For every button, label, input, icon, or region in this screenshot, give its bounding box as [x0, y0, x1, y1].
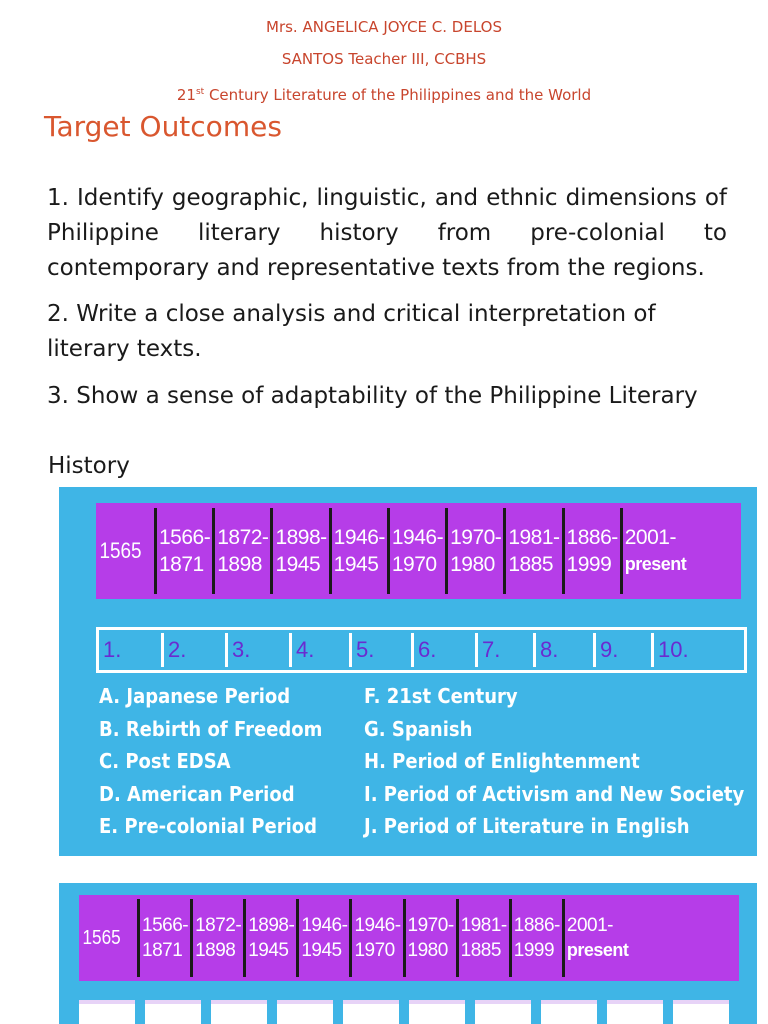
range-start: 2001-	[624, 525, 676, 549]
answer-slot	[99, 630, 161, 670]
answer-number: 2.	[168, 637, 187, 662]
timeline-bar	[79, 895, 739, 981]
answer-number: 10.	[658, 637, 689, 662]
timeline-answer-panel	[59, 883, 757, 1024]
answer-number: 5.	[356, 637, 375, 662]
timeline-range	[445, 508, 503, 594]
range-start: 1566-	[142, 914, 189, 936]
range-end: 1945	[301, 939, 342, 961]
answer-choice: E. Pre-colonial Period	[99, 814, 317, 838]
answer-choice: D. American Period	[99, 781, 295, 806]
answer-number: 1.	[103, 637, 122, 662]
range-end: 1980	[450, 552, 495, 576]
answer-number: 9.	[600, 637, 619, 662]
range-start: 2001-	[566, 914, 613, 936]
timeline-range	[509, 899, 562, 976]
outcome-1: 1. Identify geographic, linguistic, and ethnic dimensions of Philippine literary history from pre-colonial to contemporary and representative texts from the regions.	[47, 185, 727, 281]
range-start: 1970-	[407, 914, 454, 936]
answer-letter-box	[475, 1000, 531, 1024]
course-title	[0, 86, 768, 104]
answer-letter-box	[145, 1000, 201, 1024]
answer-slot	[161, 630, 225, 670]
range-start: 1886-	[566, 525, 618, 549]
range-start: 1898-	[275, 525, 327, 549]
outcome-2: 2. Write a close analysis and critical interpretation of literary texts.	[47, 301, 656, 362]
answer-number: 4.	[296, 637, 315, 662]
answer-slot	[533, 630, 593, 670]
answer-slot	[593, 630, 651, 670]
range-end: 1970	[391, 552, 437, 576]
answer-slot	[289, 630, 349, 670]
range-start: 1946-	[333, 525, 385, 549]
answer-choices-left	[99, 680, 347, 843]
answer-number: 3.	[232, 637, 251, 662]
timeline-range	[387, 508, 445, 594]
course-title-rest: Century Literature of the Philippines and the World	[204, 86, 592, 104]
timeline-range	[154, 508, 212, 594]
range-start: 1981-	[508, 525, 560, 549]
timeline-bar	[96, 503, 741, 599]
timeline-range	[403, 899, 456, 976]
range-end: 1945	[248, 939, 289, 961]
answer-choice: C. Post EDSA	[99, 749, 231, 773]
answer-letter-box	[79, 1000, 135, 1024]
timeline-range	[329, 508, 387, 594]
range-end: present	[566, 939, 629, 960]
answer-choice: F. 21st Century	[364, 684, 518, 708]
answer-letter-box	[277, 1000, 333, 1024]
range-end: 1945	[333, 552, 379, 576]
timeline-range	[296, 899, 349, 976]
range-end: 1970	[354, 939, 395, 961]
answer-letter-box	[673, 1000, 729, 1024]
range-start: 1946-	[354, 914, 401, 936]
range-end: 1898	[217, 552, 262, 576]
range-end: 1999	[513, 939, 555, 961]
answer-letter-box	[607, 1000, 663, 1024]
course-title-sup: st	[195, 87, 205, 97]
range-end: present	[624, 553, 687, 574]
answer-number: 6.	[418, 637, 437, 662]
answer-choice: B. Rebirth of Freedom	[99, 716, 323, 741]
range-end: 1871	[159, 552, 204, 576]
answer-choice: H. Period of Enlightenment	[364, 749, 640, 773]
answer-letter-box	[211, 1000, 267, 1024]
timeline-range	[503, 508, 561, 594]
range-start: 1946-	[391, 525, 444, 549]
range-start: 1886-	[513, 914, 560, 936]
answer-number-row	[96, 627, 747, 673]
range-end: 1871	[142, 939, 183, 961]
range-start: 1872-	[217, 525, 269, 549]
range-end: 1980	[407, 939, 448, 961]
timeline-activity-panel	[59, 487, 757, 856]
timeline-range	[190, 899, 243, 976]
answer-slot	[475, 630, 533, 670]
timeline-range	[562, 899, 631, 976]
range-end: 1999	[566, 552, 612, 576]
author-position: SANTOS Teacher III, CCBHS	[281, 50, 487, 68]
answer-letter-box	[343, 1000, 399, 1024]
answer-letter-row	[79, 1000, 739, 1024]
timeline-first-year: 1565	[99, 538, 142, 563]
range-end: 1945	[275, 552, 321, 576]
page-title: Target Outcomes	[44, 110, 282, 143]
timeline-range	[270, 508, 328, 594]
range-end: 1898	[195, 939, 236, 961]
timeline-range	[620, 508, 689, 594]
answer-slot	[651, 630, 715, 670]
answer-slot	[225, 630, 289, 670]
answer-number: 8.	[540, 637, 559, 662]
answer-slot	[411, 630, 475, 670]
answer-choices-right	[364, 680, 757, 843]
range-start: 1981-	[460, 914, 507, 936]
answer-choice: G. Spanish	[364, 716, 473, 741]
answer-choice: I. Period of Activism and New Society	[364, 781, 745, 806]
timeline-range	[456, 899, 509, 976]
timeline-range	[137, 899, 190, 976]
range-start: 1970-	[450, 525, 502, 549]
range-start: 1872-	[195, 914, 242, 936]
answer-letter-box	[409, 1000, 465, 1024]
answer-number: 7.	[482, 637, 501, 662]
range-end: 1885	[460, 939, 501, 961]
range-start: 1946-	[301, 914, 348, 936]
timeline-range	[212, 508, 270, 594]
timeline-range	[243, 899, 296, 976]
answer-choice: A. Japanese Period	[99, 684, 291, 708]
range-end: 1885	[508, 552, 554, 576]
answer-letter-box	[541, 1000, 597, 1024]
answer-choice: J. Period of Literature in English	[364, 814, 690, 838]
outcome-3-continued: History	[48, 453, 130, 479]
answer-slot	[349, 630, 411, 670]
timeline-range	[349, 899, 402, 976]
author-name: Mrs. ANGELICA JOYCE C. DELOS	[266, 18, 502, 36]
range-start: 1566-	[159, 525, 211, 549]
outcome-3: 3. Show a sense of adaptability of the Philippine Literary	[47, 383, 698, 409]
course-title-prefix: 21	[176, 86, 196, 104]
timeline-first-year: 1565	[82, 926, 121, 949]
timeline-range	[562, 508, 620, 594]
range-start: 1898-	[248, 914, 295, 936]
